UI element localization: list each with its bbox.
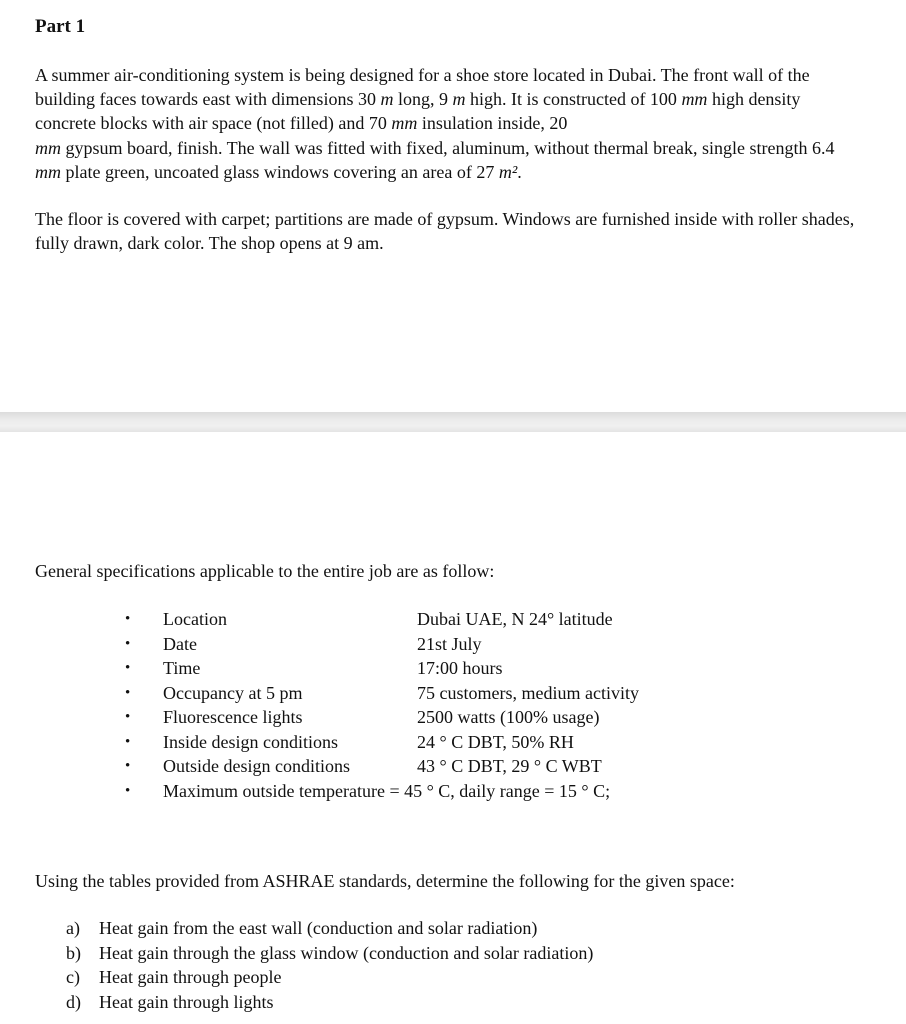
spec-value: 21st July: [417, 633, 482, 654]
spec-label: Fluorescence lights: [163, 707, 303, 727]
bullet-icon: •: [125, 684, 131, 701]
spec-item-date: [125, 632, 865, 657]
bullet-icon: •: [125, 733, 131, 750]
spec-full-text: Maximum outside temperature = 45 ° C, daily range = 15 ° C;: [163, 780, 611, 801]
spec-label: Occupancy at 5 pm: [163, 682, 303, 703]
task-text: Heat gain through people: [99, 967, 282, 987]
spec-item-outside-design: [125, 754, 865, 779]
task-text: Heat gain through lights: [99, 991, 274, 1012]
unit-mm: mm: [35, 137, 61, 158]
unit-m2: m²: [498, 161, 518, 182]
task-marker: c): [66, 967, 80, 987]
spec-label: Outside design conditions: [163, 756, 350, 776]
para1-text-1: A summer air-conditioning system is being designed for a shoe store located in Dubai. The front wall of the building faces towards east with dimensions 30: [35, 65, 810, 110]
bullet-icon: •: [125, 709, 131, 725]
spec-value: 2500 watts (100% usage): [417, 707, 600, 727]
bullet-icon: •: [125, 782, 131, 799]
unit-m: m: [452, 89, 466, 110]
task-text: Heat gain through the glass window (conduction and solar radiation): [99, 942, 594, 963]
unit-mm: mm: [35, 161, 61, 182]
spec-item-occupancy: [125, 681, 865, 706]
page-separator: [0, 412, 906, 432]
problem-paragraph-2: The floor is covered with carpet; partitions are made of gypsum. Windows are furnished inside with roller shades, fully drawn, dark color. The shop opens at 9 am.: [35, 209, 855, 254]
bullet-icon: •: [125, 758, 131, 774]
spec-value: 43 ° C DBT, 29 ° C WBT: [417, 756, 602, 776]
bullet-icon: •: [125, 660, 131, 676]
bullet-icon: •: [125, 611, 131, 627]
tasks-intro: Using the tables provided from ASHRAE standards, determine the following for the given space:: [35, 871, 735, 891]
task-marker: b): [66, 942, 81, 963]
spec-value: 24 ° C DBT, 50% RH: [417, 731, 574, 752]
spec-value: 75 customers, medium activity: [417, 682, 639, 703]
spec-label: Location: [163, 609, 227, 629]
unit-mm: mm: [681, 89, 708, 110]
unit-m: m: [380, 89, 394, 110]
spec-item-lights: [125, 705, 865, 730]
spec-label: Inside design conditions: [163, 731, 338, 752]
specs-intro: General specifications applicable to the entire job are as follow:: [35, 561, 495, 581]
para1-text-5: insulation inside, 20: [417, 113, 568, 134]
task-marker: d): [66, 991, 81, 1012]
spec-label: Date: [163, 633, 197, 654]
para1-text-3: high. It is constructed of 100: [465, 89, 682, 110]
para1-text-7: plate green, uncoated glass windows covering an area of 27: [61, 161, 499, 182]
spec-item-time: [125, 656, 865, 681]
spec-label: Time: [163, 658, 201, 678]
specs-list: [125, 607, 865, 803]
para1-text-4: high density concrete blocks with air space (not filled) and 70: [35, 89, 801, 134]
para1-text-6: gypsum board, finish. The wall was fitted with fixed, aluminum, without thermal break, single strength 6.4: [61, 137, 835, 158]
spec-value: 17:00 hours: [417, 658, 503, 678]
task-marker: a): [66, 918, 80, 938]
part-heading: Part 1: [35, 16, 86, 37]
document-page-1: [0, 0, 906, 412]
spec-value: Dubai UAE, N 24° latitude: [417, 609, 613, 629]
spec-item-max-temperature: [125, 779, 865, 804]
task-text: Heat gain from the east wall (conduction and solar radiation): [99, 918, 538, 938]
unit-mm: mm: [391, 113, 418, 134]
bullet-icon: •: [125, 635, 131, 652]
spec-item-inside-design: [125, 730, 865, 755]
problem-paragraph-1: [35, 63, 865, 184]
spec-item-location: [125, 607, 865, 632]
para1-text-2: long, 9: [393, 89, 453, 110]
para1-text-8: .: [517, 161, 522, 182]
